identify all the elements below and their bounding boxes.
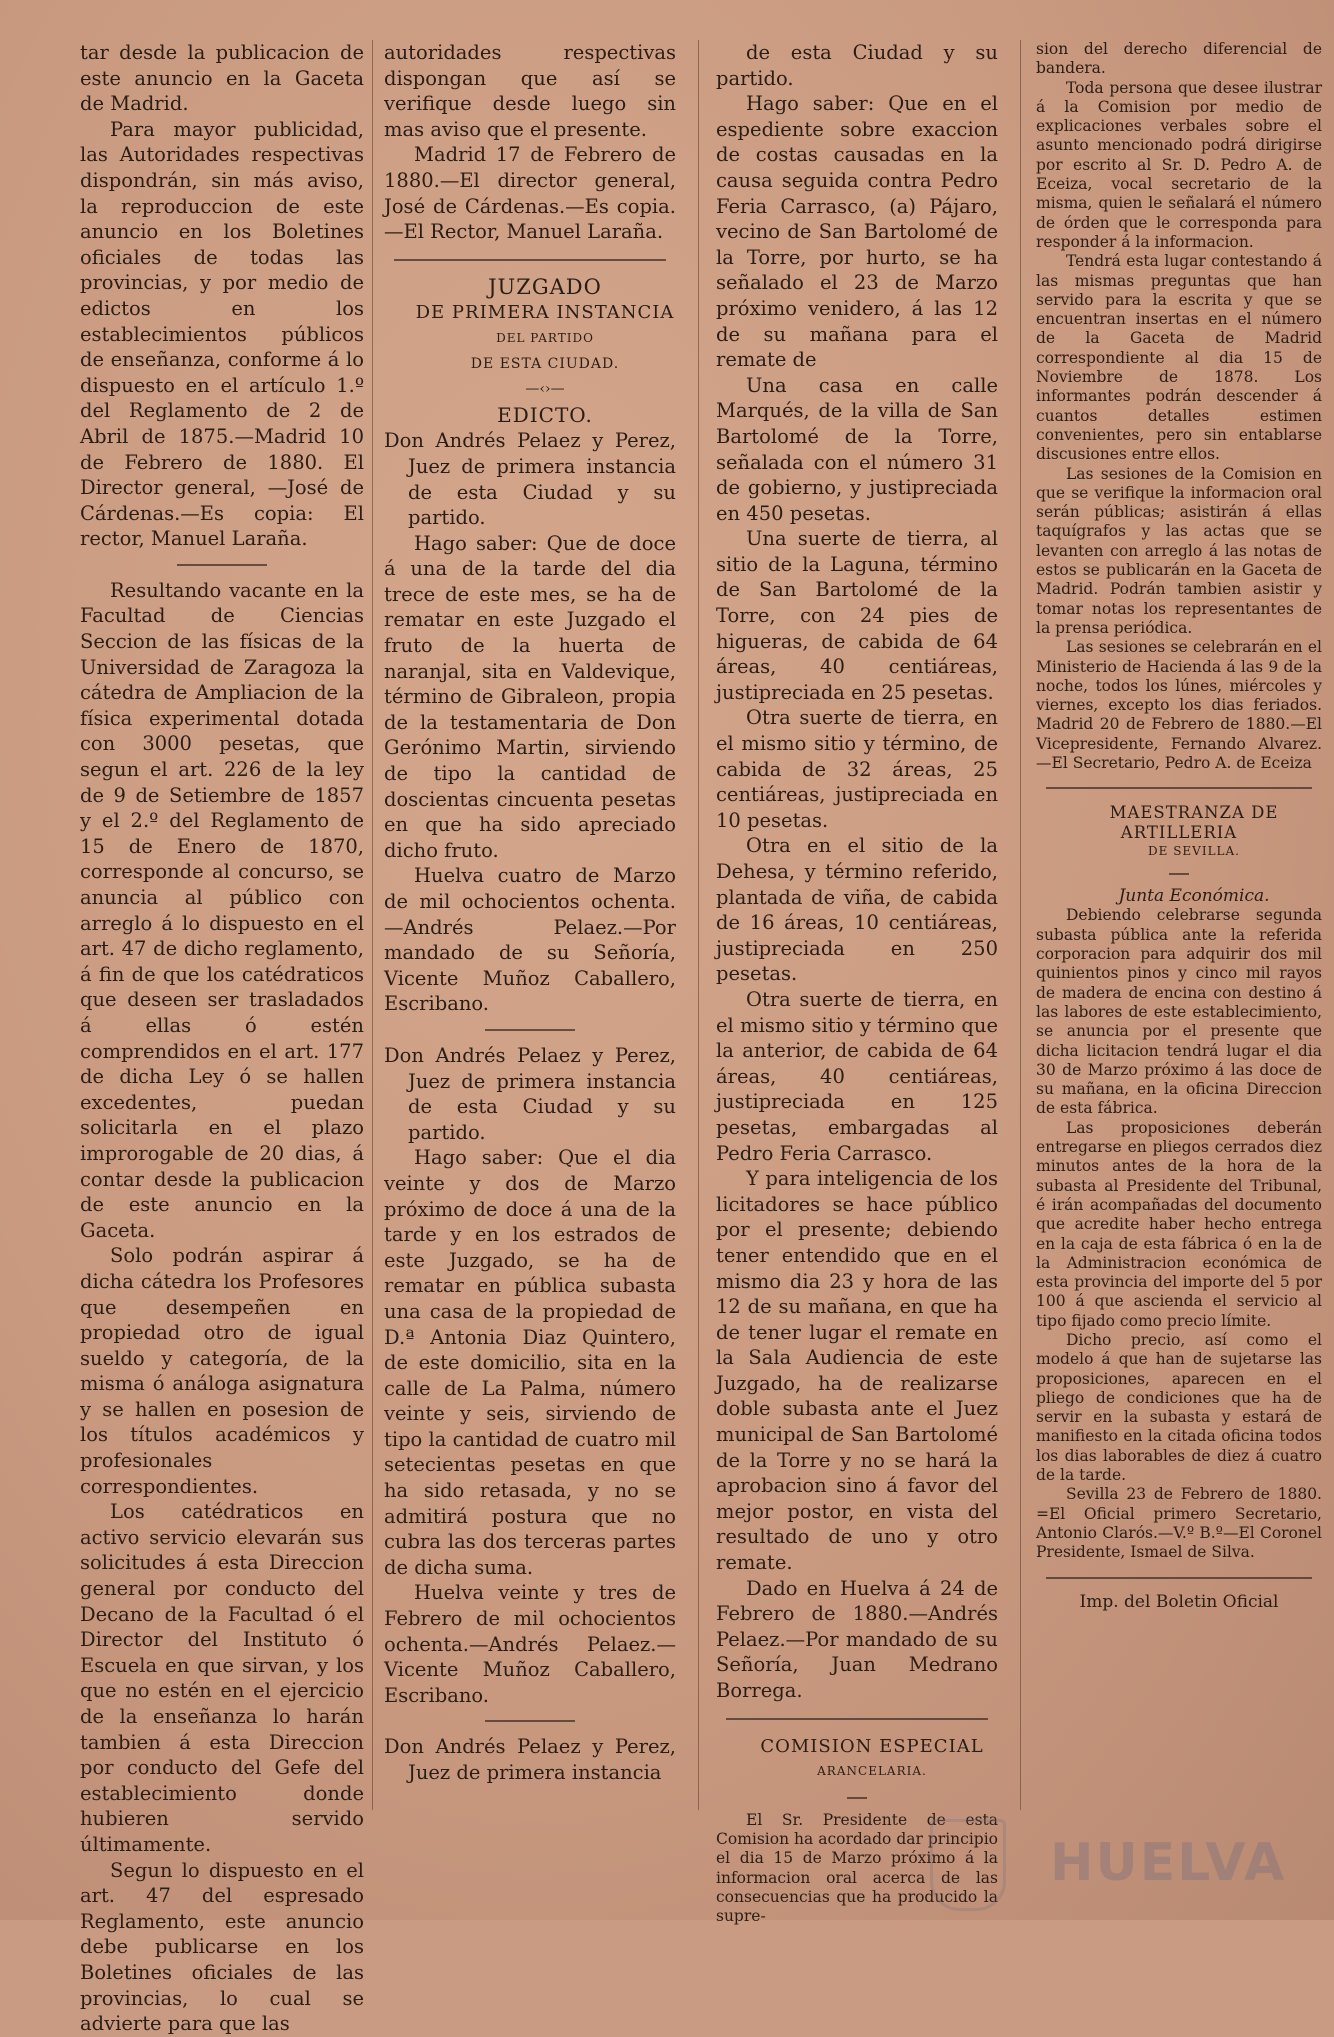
paragraph: Hago saber: Que el dia veinte y dos de Marzo próximo de doce á una de la tarde y en los estrados de este Juzgado, se ha de rematar en pública subasta una casa de la propiedad de D.ª Antonia Diaz Quintero, de este domicilio, sita en la calle de La Palma, número veinte y seis, sirviendo de tipo la cantidad de cuatro mil setecientas pesetas en que ha sido retasada, y no se admitirá postura que no cubra las dos terceras partes de dicha suma. — [384, 1146, 676, 1579]
paragraph: Hago saber: Que de doce á una de la tarde del dia trece de este mes, se ha de rematar en este Juzgado el fruto de la huerta de naranjal, sita en Valdevique, término de Gibraleon, propia de la testamentaria de Don Gerónimo Martin, sirviendo de tipo la cantidad de doscientas cincuenta pesetas en que ha sido apreciado dicho fruto. — [384, 531, 676, 862]
paragraph: Dado en Huelva á 24 de Febrero de 1880.—Andrés Pelaez.—Por mandado de su Señoría, Juan Medrano Borrega. — [716, 1576, 998, 1702]
divider — [485, 1720, 575, 1722]
divider — [485, 1029, 575, 1031]
paragraph: Hago saber: Que en el espediente sobre exaccion de costas causadas en la causa seguida contra Pedro Feria Carrasco, (a) Pájaro, vecino de San Bartolomé de la Torre, por hurto, se ha señalado el 23 de Marzo próximo venidero, á las 12 de su mañana para el remate de — [716, 92, 998, 372]
paragraph: Una casa en calle Marqués, de la villa de San Bartolomé de la Torre, señalada con el número 31 de gobierno, y justipreciada en 450 pesetas. — [716, 373, 998, 525]
imprint: Imp. del Boletin Oficial — [1079, 1591, 1279, 1612]
paragraph: Don Andrés Pelaez y Perez, Juez de primera instancia de esta Ciudad y su partido. — [384, 1043, 676, 1144]
section-subheading: DE ESTA CIUDAD. — [470, 355, 620, 372]
paragraph: Sevilla 23 de Febrero de 1880. =El Oficial primero Secretario, Antonio Clarós.—V.º B.º—El Coronel Presidente, Ismael de Silva. — [1036, 1485, 1322, 1562]
paragraph: Segun lo dispuesto en el art. 47 del espresado Reglamento, este anuncio debe publicarse en los Boletines oficiales de las provincias, lo cual se advierte para que las — [80, 1858, 364, 2036]
paragraph: Otra en el sitio de la Dehesa, y término referido, plantada de viña, de cabida de 16 áreas, 10 centiáreas, justipreciada en 250 pesetas. — [716, 834, 998, 986]
column-1 — [80, 40, 364, 2037]
paragraph: El Sr. Presidente de esta Comision ha acordado dar principio el dia 15 de Marzo próximo á la informacion oral acerca de las consecuencias que ha producido la supre- — [716, 1810, 998, 1926]
paragraph: Don Andrés Pelaez y Perez, Juez de primera instancia de esta Ciudad y su partido. — [384, 429, 676, 530]
section-heading: MAESTRANZA DE ARTILLERIA — [1109, 803, 1279, 842]
column-rule — [372, 40, 373, 1810]
section-subheading: Junta Económica. — [1118, 886, 1270, 907]
divider — [394, 259, 666, 261]
divider — [726, 1718, 988, 1720]
paragraph: sion del derecho diferencial de bandera. — [1036, 40, 1322, 78]
section-heading: DE PRIMERA INSTANCIA — [415, 302, 675, 324]
archive-watermark-logo — [930, 1815, 1330, 1915]
watermark-text: HUELVA — [1050, 1833, 1287, 1893]
paragraph: Resultando vacante en la Facultad de Ciencias Seccion de las físicas de la Universidad de Zaragoza la cátedra de Ampliacion de la física experimental dotada con 3000 pesetas, que segun el art. 226 de la ley de 9 de Setiembre de 1857 y el 2.º del Reglamento de 15 de Enero de 1870, corresponde al concurso, se anuncia al público con arreglo á lo dispuesto en el art. 47 de dicho reglamento, á fin de que los catédraticos que deseen ser trasladados á ellas ó estén comprendidos en el art. 177 de dicha Ley ó se hallen excedentes, puedan solicitarla en el plazo improrogable de 20 dias, á contar desde la publicacion de este anuncio en la Gaceta. — [80, 578, 364, 1242]
section-heading: COMISION ESPECIAL — [760, 1735, 984, 1757]
paragraph: Madrid 17 de Febrero de 1880.—El director general, José de Cárdenas.—Es copia.—El Rector, Manuel Laraña. — [384, 143, 676, 244]
paragraph: Los catédraticos en activo servicio elevarán sus solicitudes á esta Direccion general por conducto del Decano de la Facultad ó el Director del Instituto ó Escuela en que sirvan, y los que no estén en el ejercicio de la enseñanza lo harán tambien á esta Direccion por conducto del Gefe del establecimiento donde hubieren servido últimamente. — [80, 1500, 364, 1856]
paragraph: Las sesiones de la Comision en que se verifique la informacion oral serán públicas; asistirán á ellas taquígrafos y las actas que se levanten con arreglo á las notas de estos se publicarán en la Gaceta de Madrid. Podrán tambien asistir y tomar notas los representantes de la prensa periódica. — [1036, 464, 1322, 637]
paragraph: Para mayor publicidad, las Autoridades respectivas dispondrán, sin más aviso, la reproduccion de este anuncio en los Boletines oficiales de todas las provincias, y por medio de edictos en los establecimientos públicos de enseñanza, conforme á lo dispuesto en el artículo 1.º del Reglamento de 2 de Abril de 1875.—Madrid 10 de Febrero de 1880. El Director general, —José de Cárdenas.—Es copia: El rector, Manuel Laraña. — [80, 117, 364, 551]
shield-icon — [930, 1819, 1006, 1911]
column-3 — [716, 40, 998, 1927]
section-subheading: DE SEVILLA. — [1148, 843, 1240, 858]
paragraph: Don Andrés Pelaez y Perez, Juez de primera instancia — [384, 1735, 676, 1784]
edict-title: EDICTO. — [497, 402, 593, 427]
paragraph: Huelva cuatro de Marzo de mil ochocientos ochenta. —Andrés Pelaez.—Por mandado de su Señoría, Vicente Muñoz Caballero, Escribano. — [384, 864, 676, 1016]
section-heading: JUZGADO — [488, 274, 602, 299]
paragraph: Tendrá esta lugar contestando á las mismas preguntas que han servido para la escrita y que se encuentran insertas en el número de la Gaceta de Madrid correspondiente al dia 15 de Noviembre de 1878. Los informantes podrán descender á cuantos detalles estimen convenientes, pero sin entablarse discusiones entre ellos. — [1036, 252, 1322, 464]
divider — [1169, 873, 1189, 875]
paragraph: Una suerte de tierra, al sitio de la Laguna, término de San Bartolomé de la Torre, con 24 pies de higueras, de cabida de 64 áreas, 40 centiáreas, justipreciada en 25 pesetas. — [716, 527, 998, 704]
column-rule — [698, 40, 699, 1810]
divider — [1046, 1577, 1312, 1579]
divider — [847, 1797, 867, 1799]
paragraph: Otra suerte de tierra, en el mismo sitio y término, de cabida de 32 áreas, 25 centiáreas, justipreciada en 10 pesetas. — [716, 706, 998, 832]
column-4 — [1036, 40, 1322, 1612]
paragraph: Otra suerte de tierra, en el mismo sitio y término que la anterior, de cabida de 64 áreas, 40 centiáreas, justipreciada en 125 pesetas, embargadas al Pedro Feria Carrasco. — [716, 987, 998, 1165]
column-2 — [384, 40, 676, 1786]
paragraph: Solo podrán aspirar á dicha cátedra los Profesores que desempeñen en propiedad otro de igual sueldo y categoría, de la misma ó análoga asignatura y se hallen en posesion de los títulos académicos y profesionales correspondientes. — [80, 1244, 364, 1498]
paragraph: Y para inteligencia de los licitadores se hace público por el presente; debiendo tener entendido que en el mismo dia 23 y hora de las 12 de su mañana, en que ha de tener lugar el remate en la Sala Audiencia de este Juzgado, ha de realizarse doble subasta ante el Juez municipal de San Bartolomé de la Torre y no se hará la aprobacion sino á favor del mejor postor, en vista del resultado de uno y otro remate. — [716, 1167, 998, 1575]
divider — [177, 564, 267, 566]
paragraph: tar desde la publicacion de este anuncio en la Gaceta de Madrid. — [80, 41, 364, 116]
paragraph: Las sesiones se celebrarán en el Ministerio de Hacienda á las 9 de la noche, todos los lúnes, miércoles y viernes, excepto los dias feriados. Madrid 20 de Febrero de 1880.—El Vicepresidente, Fernando Alvarez.—El Secretario, Pedro A. de Eceiza — [1036, 638, 1322, 772]
ornament: —‹›— — [525, 381, 565, 398]
paragraph: de esta Ciudad y su partido. — [716, 41, 998, 90]
paragraph: Toda persona que desee ilustrar á la Comision por medio de explicaciones verbales sobre el asunto mencionado podrá dirigirse por escrito al Sr. D. Pedro A. de Eceiza, vocal secretario de la misma, quien le señalará el número de órden que le corresponda para responder á la informacion. — [1036, 78, 1322, 251]
paragraph: Huelva veinte y tres de Febrero de mil ochocientos ochenta.—Andrés Pelaez.—Vicente Muñoz Caballero, Escribano. — [384, 1581, 676, 1707]
paragraph: Dicho precio, así como el modelo á que han de sujetarse las proposiciones, aparecen en el pliego de condiciones que ha de servir en la subasta y estará de manifiesto en la citada oficina todos los dias laborables de diez á cuatro de la tarde. — [1036, 1331, 1322, 1485]
column-rule — [1020, 40, 1021, 1810]
section-subheading: ARANCELARIA. — [817, 1764, 927, 1779]
paragraph: Las proposiciones deberán entregarse en pliegos cerrados diez minutos antes de la hora de la subasta al Presidente del Tribunal, é irán acompañadas del documento que acredite haber hecho entrega en la caja de esta fábrica ó en la de la Administracion económica de esta provincia del importe del 5 por 100 á que ascienda el servicio al tipo fijado como precio límite. — [1036, 1118, 1322, 1330]
section-subheading: DEL PARTIDO — [496, 330, 594, 345]
divider — [1046, 787, 1312, 789]
paragraph: Debiendo celebrarse segunda subasta pública ante la referida corporacion para adquirir dos mil quinientos pinos y cinco mil rayos de madera de encina con destino á las labores de este establecimiento, se anuncia por el presente que dicha licitacion tendrá lugar el dia 30 de Marzo próximo á las doce de su mañana, en la oficina Direccion de esta fábrica. — [1036, 906, 1322, 1118]
paragraph: autoridades respectivas dispongan que así se verifique desde luego sin mas aviso que el presente. — [384, 41, 676, 141]
